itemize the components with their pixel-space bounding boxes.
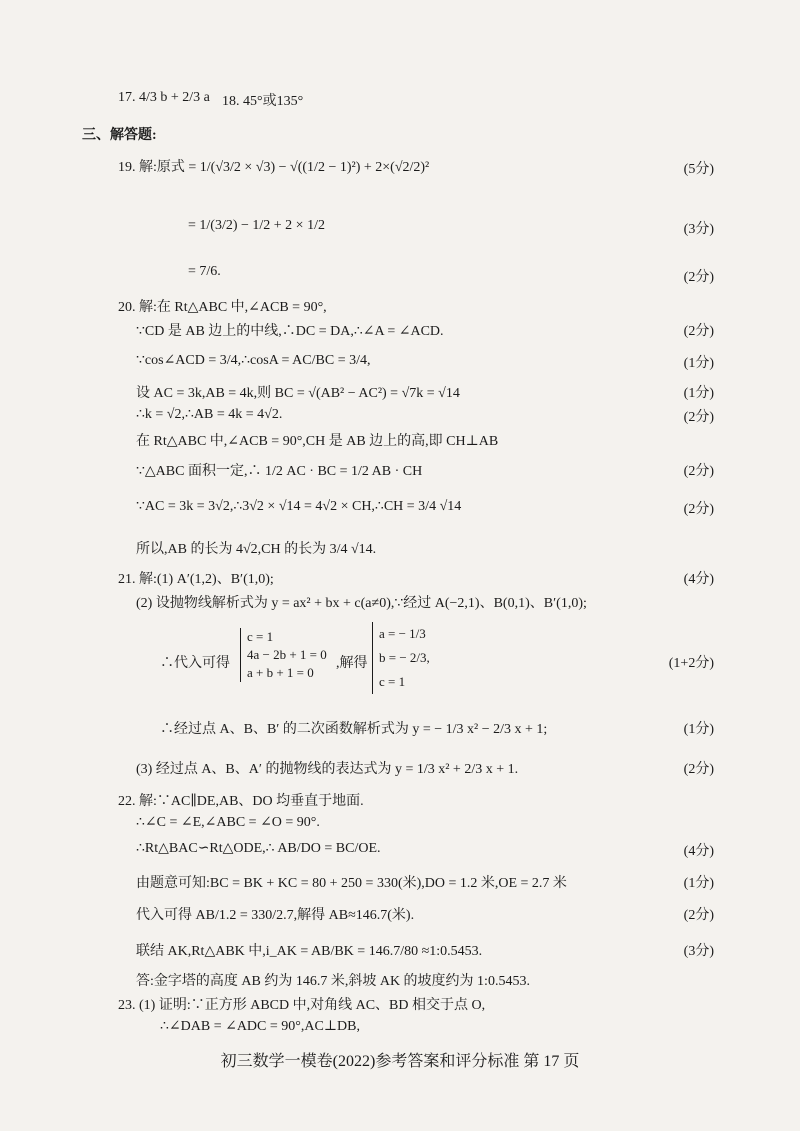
- section-heading: 三、解答题:: [82, 128, 157, 143]
- q20-line5: ∴k = √2,∴AB = 4k = 4√2.: [136, 407, 283, 422]
- q21-score5: (2分): [683, 762, 714, 777]
- q22-score5: (2分): [683, 908, 714, 923]
- q22-line5: 代入可得 AB/1.2 = 330/2.7,解得 AB≈146.7(米).: [136, 908, 415, 923]
- q23-line1: 23. (1) 证明:∵正方形 ABCD 中,对角线 AC、BD 相交于点 O,: [118, 998, 486, 1013]
- q22-line3: ∴Rt△BAC∽Rt△ODE,∴ AB/DO = BC/OE.: [136, 841, 381, 856]
- q23-line2: ∴∠DAB = ∠ADC = 90°,AC⊥DB,: [160, 1019, 360, 1034]
- q20-line6: 在 Rt△ABC 中,∠ACB = 90°,CH 是 AB 边上的高,即 CH⊥AB: [136, 434, 499, 449]
- q21-line1: 21. 解:(1) A′(1,2)、B′(1,0);: [118, 572, 274, 587]
- q20-line1: 20. 解:在 Rt△ABC 中,∠ACB = 90°,: [118, 300, 327, 315]
- q20-line9: 所以,AB 的长为 4√2,CH 的长为 3/4 √14.: [136, 542, 377, 557]
- q22-line7: 答:金字塔的高度 AB 约为 146.7 米,斜坡 AK 的坡度约为 1:0.5453.: [136, 974, 530, 989]
- q21-line4: ∴经过点 A、B、B′ 的二次函数解析式为 y = − 1/3 x² − 2/3 x + 1;: [160, 722, 548, 737]
- q18: 18. 45°或135°: [222, 94, 304, 109]
- q17: 17. 4/3 b + 2/3 a: [118, 90, 210, 105]
- q20-score5: (2分): [683, 410, 714, 425]
- q19-score1: (5分): [683, 162, 714, 177]
- q21-score1: (4分): [683, 572, 714, 587]
- q21-line5: (3) 经过点 A、B、A′ 的抛物线的表达式为 y = 1/3 x² + 2/3 x + 1.: [136, 762, 519, 777]
- q20-score7: (2分): [683, 464, 714, 479]
- q20-score8: (2分): [683, 502, 714, 517]
- q20-line2: ∵CD 是 AB 边上的中线,∴DC = DA,∴∠A = ∠ACD.: [136, 324, 444, 339]
- q22-score4: (1分): [683, 876, 714, 891]
- q21-eq3: a + b + 1 = 0: [247, 665, 314, 680]
- q19-line3: = 7/6.: [188, 264, 221, 279]
- q22-score3: (4分): [683, 844, 714, 859]
- q21-solution-system: [372, 622, 430, 694]
- q20-line7: ∵△ABC 面积一定,∴ 1/2 AC · BC = 1/2 AB · CH: [136, 464, 423, 479]
- q20-score3: (1分): [683, 356, 714, 371]
- q20-line4: 设 AC = 3k,AB = 4k,则 BC = √(AB² − AC²) = √7k = √14: [136, 386, 460, 401]
- q22-line6: 联结 AK,Rt△ABK 中,i_AK = AB/BK = 146.7/80 ≈1:0.5453.: [136, 944, 483, 959]
- q21-score3: (1+2分): [668, 656, 714, 671]
- q21-eq2: 4a − 2b + 1 = 0: [247, 647, 327, 662]
- q21-equation-system: [240, 628, 327, 682]
- q21-system-prefix: ∴代入可得: [160, 656, 230, 671]
- q21-line2: (2) 设抛物线解析式为 y = ax² + bx + c(a≠0),∵经过 A(−2,1)、B(0,1)、B′(1,0);: [136, 596, 587, 611]
- q20-score4: (1分): [683, 386, 714, 401]
- q22-line2: ∴∠C = ∠E,∠ABC = ∠O = 90°.: [136, 815, 320, 830]
- q19-line2: = 1/(3/2) − 1/2 + 2 × 1/2: [188, 218, 325, 233]
- q21-system-mid: ,解得: [336, 656, 368, 671]
- q21-sol2: b = − 2/3,: [379, 650, 430, 665]
- q20-score2: (2分): [683, 324, 714, 339]
- page-footer: 初三数学一模卷(2022)参考答案和评分标准 第 17 页: [220, 1053, 580, 1070]
- q22-score6: (3分): [683, 944, 714, 959]
- q21-sol1: a = − 1/3: [379, 626, 426, 641]
- q19-score3: (2分): [683, 270, 714, 285]
- q19-line1: 19. 解:原式 = 1/(√3/2 × √3) − √((1/2 − 1)²) + 2×(√2/2)²: [118, 160, 430, 175]
- q22-line1: 22. 解:∵AC∥DE,AB、DO 均垂直于地面.: [118, 794, 364, 809]
- q19-score2: (3分): [683, 222, 714, 237]
- q21-sol3: c = 1: [379, 674, 406, 689]
- q22-line4: 由题意可知:BC = BK + KC = 80 + 250 = 330(米),DO = 1.2 米,OE = 2.7 米: [136, 876, 567, 891]
- q21-score4: (1分): [683, 722, 714, 737]
- q21-eq1: c = 1: [247, 629, 274, 644]
- q20-line3: ∵cos∠ACD = 3/4,∴cosA = AC/BC = 3/4,: [136, 353, 371, 368]
- q20-line8: ∵AC = 3k = 3√2,∴3√2 × √14 = 4√2 × CH,∴CH = 3/4 √14: [136, 499, 462, 514]
